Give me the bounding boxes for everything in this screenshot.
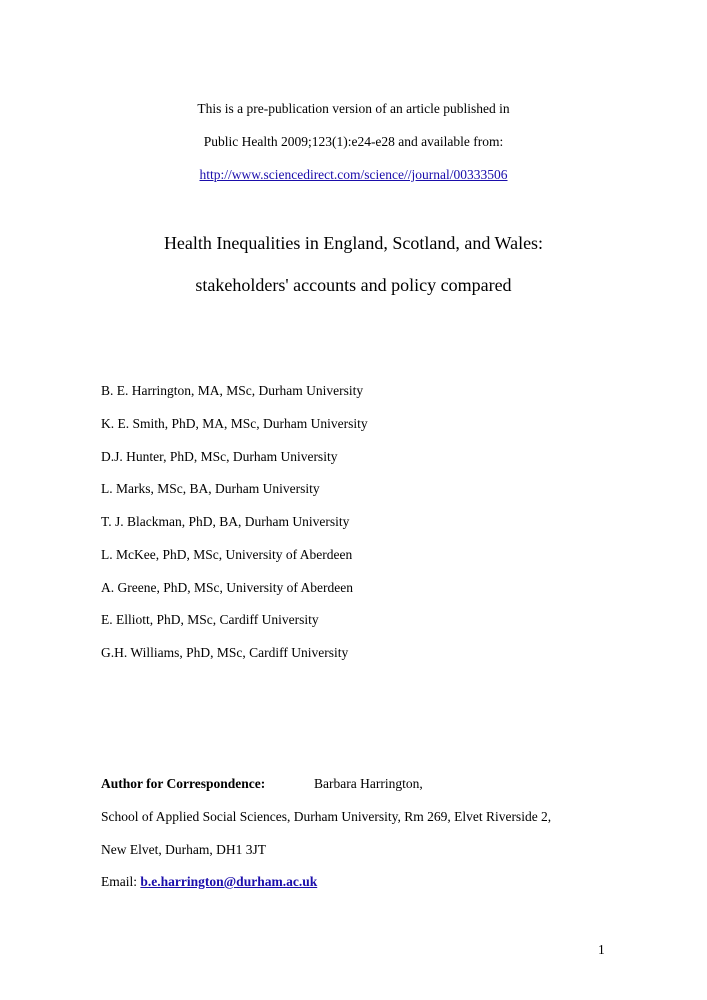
correspondence-name: Barbara Harrington, xyxy=(314,776,423,791)
correspondence-label: Author for Correspondence: xyxy=(101,776,266,791)
author-4: L. Marks, MSc, BA, Durham University xyxy=(101,481,320,496)
author-8: E. Elliott, PhD, MSc, Cardiff University xyxy=(101,612,319,627)
page-number: 1 xyxy=(598,942,605,957)
email-link[interactable]: b.e.harrington@durham.ac.uk xyxy=(140,874,318,889)
correspondence-email-row xyxy=(101,874,317,890)
journal-link[interactable]: http://www.sciencedirect.com/science//journal/00333506 xyxy=(199,167,508,182)
author-3: D.J. Hunter, PhD, MSc, Durham University xyxy=(101,449,338,464)
article-title-line2: stakeholders' accounts and policy compared xyxy=(195,275,512,295)
publication-note-line2: Public Health 2009;123(1):e24-e28 and available from: xyxy=(203,134,504,149)
article-title-line1: Health Inequalities in England, Scotland, and Wales: xyxy=(163,233,544,253)
author-2: K. E. Smith, PhD, MA, MSc, Durham University xyxy=(101,416,368,431)
author-5: T. J. Blackman, PhD, BA, Durham University xyxy=(101,514,350,529)
publication-note-line1: This is a pre-publication version of an article published in xyxy=(197,101,510,116)
correspondence-header xyxy=(101,776,423,792)
author-6: L. McKee, PhD, MSc, University of Aberdeen xyxy=(101,547,353,562)
email-label: Email: xyxy=(101,874,141,889)
author-9: G.H. Williams, PhD, MSc, Cardiff University xyxy=(101,645,349,660)
correspondence-address-line2: New Elvet, Durham, DH1 3JT xyxy=(101,842,266,857)
correspondence-address-line1: School of Applied Social Sciences, Durham University, Rm 269, Elvet Riverside 2, xyxy=(101,809,552,824)
publication-link-row xyxy=(0,167,707,183)
author-7: A. Greene, PhD, MSc, University of Aberdeen xyxy=(101,580,353,595)
author-1: B. E. Harrington, MA, MSc, Durham University xyxy=(101,383,364,398)
